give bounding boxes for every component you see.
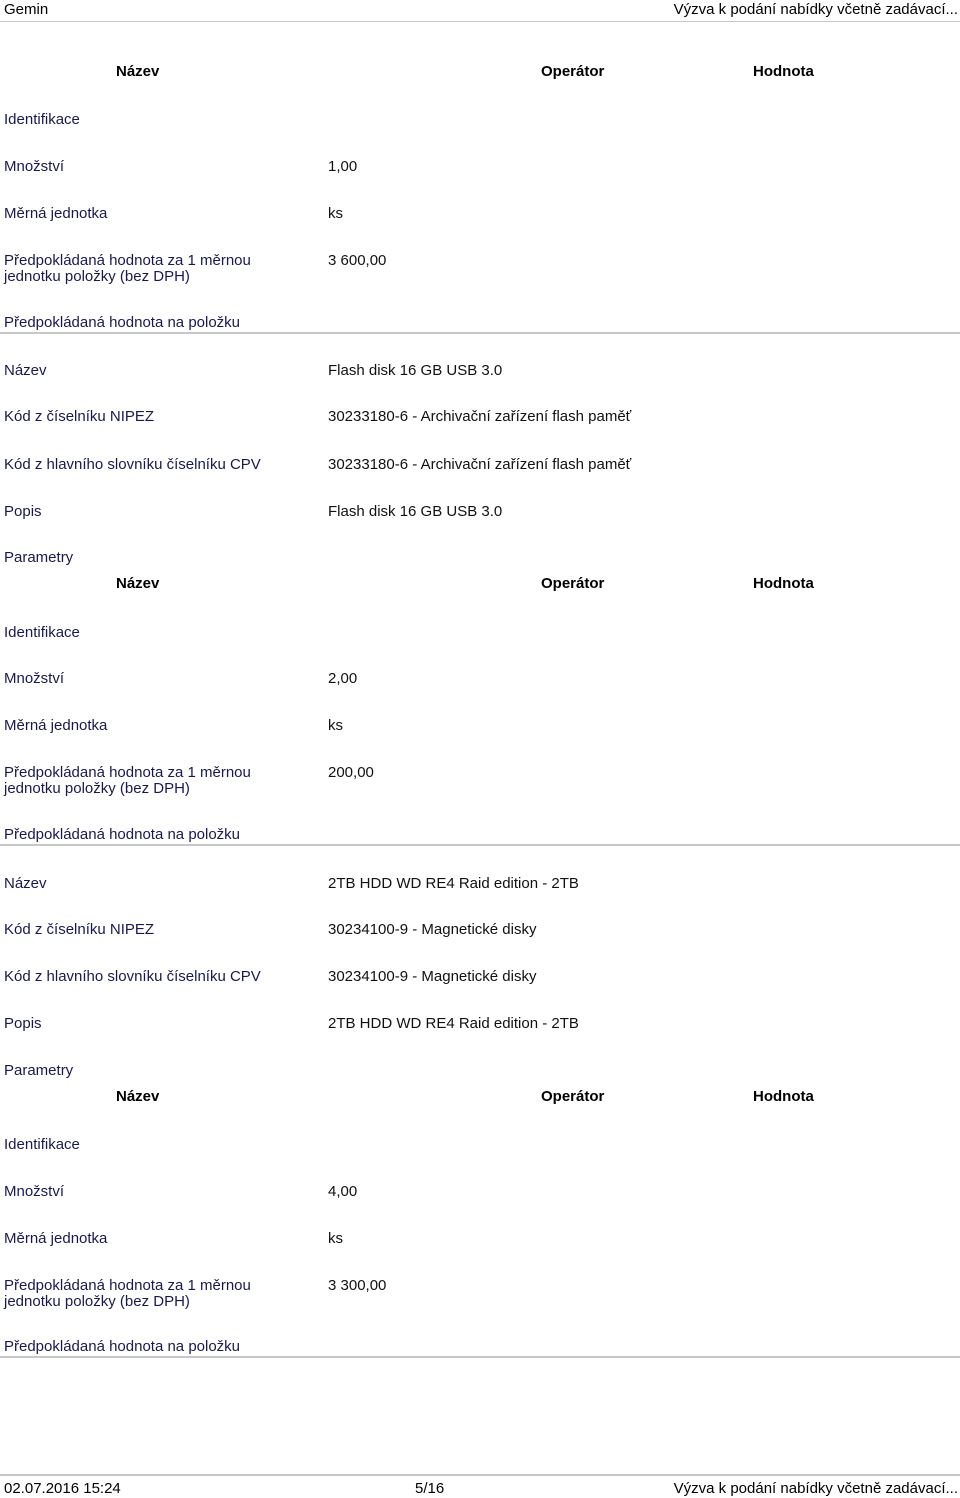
- column-header-value: Hodnota: [753, 63, 814, 80]
- unit-price-value: 200,00: [328, 764, 374, 781]
- footer-doc-title: Výzva k podání nabídky včetně zadávací...: [673, 1480, 958, 1497]
- unit-value: ks: [328, 1230, 343, 1247]
- parameters-label: Parametry: [4, 549, 74, 566]
- nipez-code-label: Kód z číselníku NIPEZ: [4, 921, 155, 938]
- unit-label: Měrná jednotka: [4, 1230, 108, 1247]
- section-divider: [0, 1356, 960, 1358]
- identification-label: Identifikace: [4, 111, 80, 128]
- item-name-value: 2TB HDD WD RE4 Raid edition - 2TB: [328, 875, 579, 892]
- unit-price-label-line2: jednotku položky (bez DPH): [4, 1293, 190, 1310]
- unit-label: Měrná jednotka: [4, 717, 108, 734]
- item-name-value: Flash disk 16 GB USB 3.0: [328, 362, 503, 379]
- description-value: 2TB HDD WD RE4 Raid edition - 2TB: [328, 1015, 579, 1032]
- description-label: Popis: [4, 503, 42, 520]
- section-divider: [0, 332, 960, 334]
- item-total-label: Předpokládaná hodnota na položku: [4, 1338, 241, 1355]
- unit-price-label-line2: jednotku položky (bez DPH): [4, 268, 190, 285]
- column-header-operator: Operátor: [541, 63, 605, 80]
- page-number: 5/16: [415, 1480, 445, 1497]
- item-name-label: Název: [4, 875, 47, 892]
- column-header-name: Název: [116, 63, 160, 80]
- nipez-code-value: 30234100-9 - Magnetické disky: [328, 921, 537, 938]
- page-footer: [0, 1474, 960, 1498]
- parameters-label: Parametry: [4, 1062, 74, 1079]
- cpv-code-value: 30234100-9 - Magnetické disky: [328, 968, 537, 985]
- quantity-label: Množství: [4, 158, 65, 175]
- unit-price-value: 3 300,00: [328, 1277, 387, 1294]
- column-header-name: Název: [116, 575, 160, 592]
- section-divider: [0, 844, 960, 846]
- unit-price-label-line1: Předpokládaná hodnota za 1 měrnou: [4, 1277, 251, 1294]
- column-header-name: Název: [116, 1088, 160, 1105]
- unit-value: ks: [328, 717, 343, 734]
- page-header: [0, 0, 960, 22]
- footer-datetime: 02.07.2016 15:24: [4, 1480, 121, 1497]
- item-name-label: Název: [4, 362, 47, 379]
- cpv-code-value: 30233180-6 - Archivační zařízení flash paměť: [328, 456, 632, 473]
- unit-value: ks: [328, 205, 343, 222]
- quantity-value: 1,00: [328, 158, 358, 175]
- column-header-value: Hodnota: [753, 1088, 814, 1105]
- header-doc-title: Výzva k podání nabídky včetně zadávací...: [673, 1, 958, 18]
- column-header-operator: Operátor: [541, 575, 605, 592]
- item-total-label: Předpokládaná hodnota na položku: [4, 314, 241, 331]
- quantity-label: Množství: [4, 670, 65, 687]
- description-value: Flash disk 16 GB USB 3.0: [328, 503, 503, 520]
- unit-price-value: 3 600,00: [328, 252, 387, 269]
- item-total-label: Předpokládaná hodnota na položku: [4, 826, 241, 843]
- column-header-operator: Operátor: [541, 1088, 605, 1105]
- cpv-code-label: Kód z hlavního slovníku číselníku CPV: [4, 968, 261, 985]
- cpv-code-label: Kód z hlavního slovníku číselníku CPV: [4, 456, 261, 473]
- identification-label: Identifikace: [4, 1136, 80, 1153]
- quantity-label: Množství: [4, 1183, 65, 1200]
- description-label: Popis: [4, 1015, 42, 1032]
- unit-price-label-line1: Předpokládaná hodnota za 1 měrnou: [4, 764, 251, 781]
- unit-label: Měrná jednotka: [4, 205, 108, 222]
- quantity-value: 2,00: [328, 670, 358, 687]
- app-name: Gemin: [4, 1, 49, 18]
- unit-price-label-line2: jednotku položky (bez DPH): [4, 780, 190, 797]
- unit-price-label-line1: Předpokládaná hodnota za 1 měrnou: [4, 252, 251, 269]
- identification-label: Identifikace: [4, 624, 80, 641]
- nipez-code-label: Kód z číselníku NIPEZ: [4, 408, 155, 425]
- quantity-value: 4,00: [328, 1183, 358, 1200]
- column-header-value: Hodnota: [753, 575, 814, 592]
- nipez-code-value: 30233180-6 - Archivační zařízení flash paměť: [328, 408, 632, 425]
